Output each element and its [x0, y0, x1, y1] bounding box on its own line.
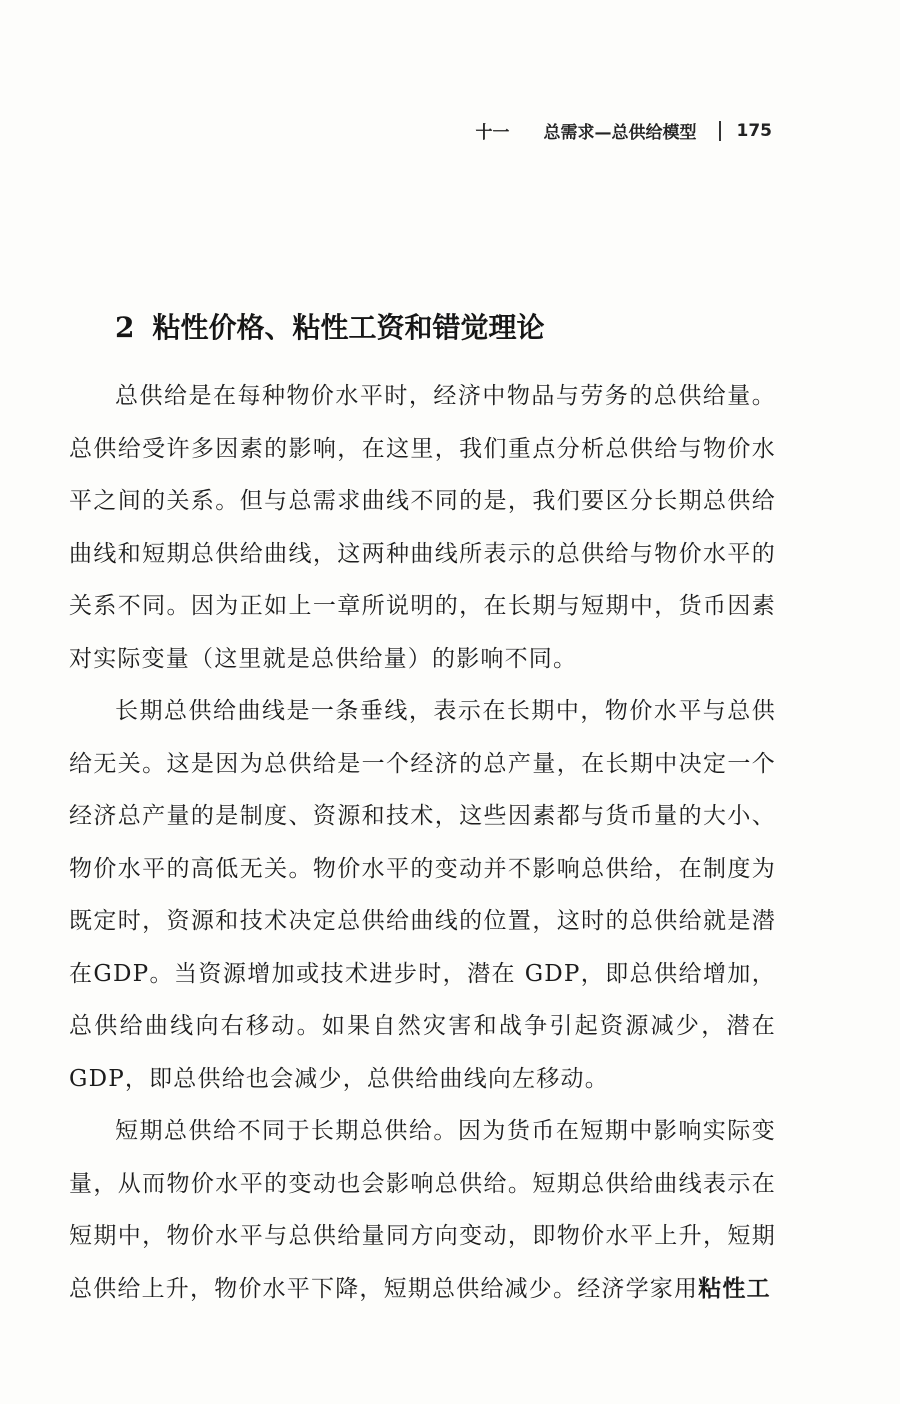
chapter-title: 总需求—总供给模型	[543, 123, 697, 143]
chapter-number: 十一	[475, 123, 510, 143]
bold-term: 粘性工	[698, 1275, 771, 1302]
running-header	[476, 118, 773, 143]
body-text	[69, 370, 776, 1315]
paragraph-2: 长期总供给曲线是一条垂线，表示在长期中，物价水平与总供给无关。这是因为总供给是一个经济的总产量，在长期中决定一个经济总产量的是制度、资源和技术，这些因素都与货币量的大小、物价水平的高低无关。物价水平的变动并不影响总供给，在制度为既定时，资源和技术决定总供给曲线的位置，这时的总供给就是潜在GDP。当资源增加或技术进步时，潜在 GDP，即总供给增加，总供给曲线向右移动。如果自然灾害和战争引起资源减少，潜在 GDP，即总供给也会减少，总供给曲线向左移动。	[69, 698, 776, 1092]
paragraph-3-text: 短期总供给不同于长期总供给。因为货币在短期中影响实际变量，从而物价水平的变动也会影响总供给。短期总供给曲线表示在短期中，物价水平与总供给量同方向变动，即物价水平上升，短期总供给上升，物价水平下降，短期总供给减少。经济学家用	[69, 1118, 776, 1302]
paragraph-1: 总供给是在每种物价水平时，经济中物品与劳务的总供给量。总供给受许多因素的影响，在这里，我们重点分析总供给与物价水平之间的关系。但与总需求曲线不同的是，我们要区分长期总供给曲线和短期总供给曲线，这两种曲线所表示的总供给与物价水平的关系不同。因为正如上一章所说明的，在长期与短期中，货币因素对实际变量（这里就是总供给量）的影响不同。	[69, 383, 776, 672]
section-title: 粘性价格、粘性工资和错觉理论	[152, 311, 545, 344]
header-separator	[719, 121, 721, 141]
page-number: 175	[736, 120, 772, 141]
section-number: 2	[115, 311, 135, 344]
paragraph-3	[69, 1105, 776, 1315]
section-heading	[115, 306, 545, 346]
